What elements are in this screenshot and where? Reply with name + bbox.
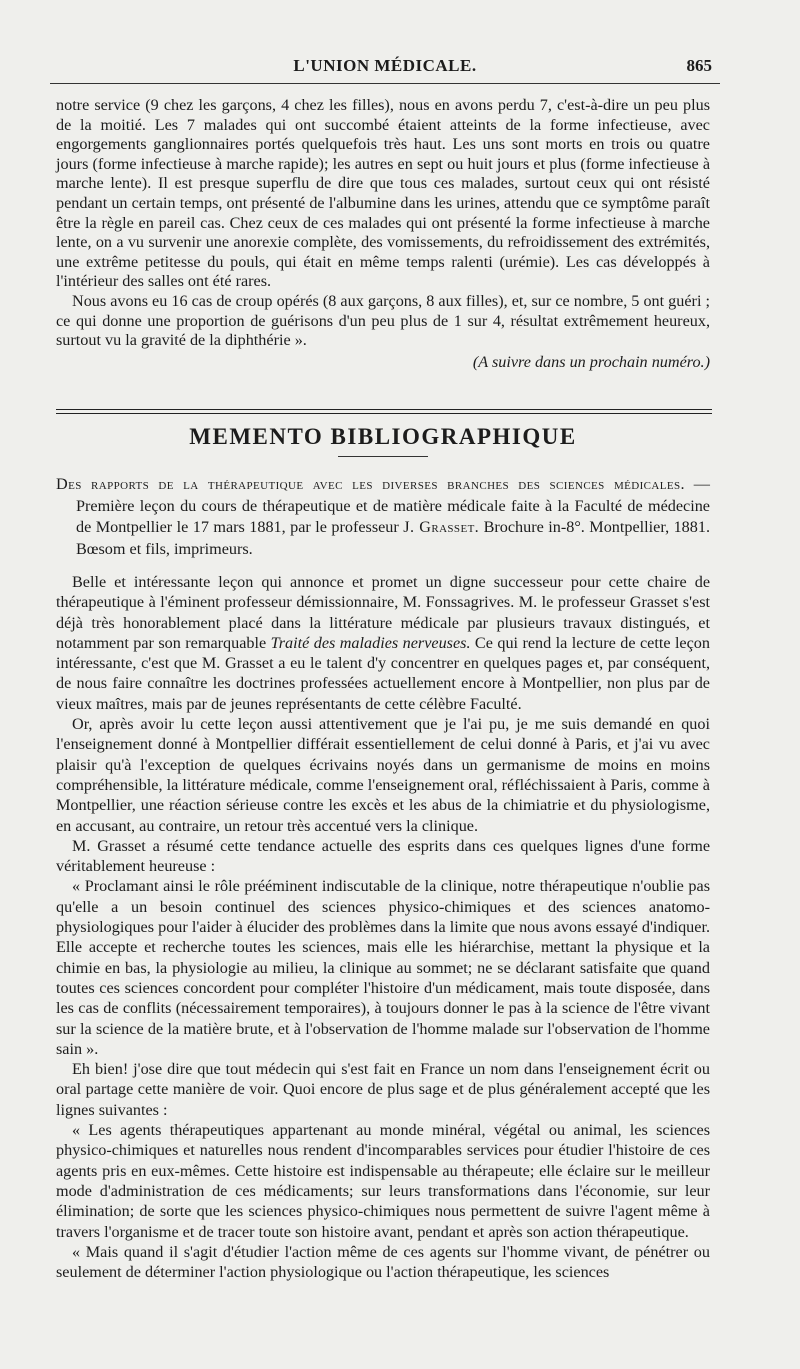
continued-paragraph-1: notre service (9 chez les garçons, 4 chez les filles), nous en avons perdu 7, c'est-à-dire un peu plus de la moitié. Les 7 malades qui ont succombé étaient atteints de la forme infectieuse, avec engorgements ganglionnaires portés quelquefois très haut. Les uns sont morts en trois ou quatre jours (forme infectieuse à marche rapide); les autres en sept ou huit jours et plus (forme infectieuse à marche lente). Il est presque superflu de dire que tous ces malades, surtout ceux qui ont résisté pendant un certain temps, ont présenté de l'albumine dans les urines, attendu que ce symptôme paraît être la règle en pareil cas. Chez ceux de ces malades qui ont présenté la forme infectieuse à marche lente, on a vu survenir une anorexie complète, des vomissements, du refroidissement des extrémités, une extrême petitesse du pouls, qui était en même temps ralenti (urémie). Les cas développés à l'intérieur des salles ont été rares. [56,96,710,291]
continued-article [56,96,710,372]
review-paragraph-3: M. Grasset a résumé cette tendance actuelle des esprits dans ces quelques lignes d'une forme véritablement heureuse : [56,836,710,876]
book-publication: Brochure in-8°. Montpellier, 1881. Bœsom et fils, imprimeurs. [76,518,710,558]
to-be-continued-note: (A suivre dans un prochain numéro.) [472,352,710,371]
book-title: Des rapports de la thérapeutique avec les diverses branches des sciences médicales. [56,475,685,493]
review-quote-1: « Proclamant ainsi le rôle prééminent indiscutable de la clinique, notre thérapeutique n'oublie pas qu'elle a un besoin continuel des sciences physico-chimiques et des sciences anatomo-physiologiques pour l'aider à élucider des problèmes dans la limite que nous avons essayé d'indiquer. Elle accepte et recherche toutes les sciences, mais elle les hiérarchise, mettant la physique et la chimie en bas, la physiologie au milieu, la clinique au sommet; ne se déclarant satisfaite que quand toutes ces sciences concordent pour compléter l'histoire d'un médicament, mais toute disposée, dans les cas de conflits (nécessairement temporaires), à toujours donner le pas à la science de l'être vivant sur la science de la matière brute, et à l'observation de l'homme malade sur l'observation de l'homme sain ». [56,877,710,1058]
review-article [56,572,710,1282]
continued-paragraph-2: Nous avons eu 16 cas de croup opérés (8 aux garçons, 8 aux filles), et, sur ce nombre, 5 ont guéri ; ce qui donne une proportion de guérisons d'un peu plus de 1 sur 4, résultat extrêmement heureux, surtout vu la gravité de la diphthérie ». [56,291,710,350]
cited-work-title: Traité des maladies nerveuses. [270,633,471,652]
section-title-underline [338,456,428,457]
journal-title: L'UNION MÉDICALE. [293,56,477,75]
review-paragraph-5: Eh bien! j'ose dire que tout médecin qui s'est fait en France un nom dans l'enseignement écrit ou oral partage cette manière de voir. Quoi encore de plus sage et de plus généralement accepté que les lignes suivantes : [56,1060,710,1119]
header-rule [50,83,720,84]
page-number: 865 [686,56,712,75]
section-title-text: MEMENTO BIBLIOGRAPHIQUE [189,424,577,449]
review-paragraph-2: Or, après avoir lu cette leçon aussi attentivement que je l'ai pu, je me suis demandé en quoi l'enseignement donné à Montpellier différait essentiellement de celui donné à Paris, et j'ai vu avec plaisir qu'à l'exception de quelques écrivains noyés dans un germanisme de moins en moins compréhensible, la littérature médicale, comme l'enseignement oral, réfléchissaient à Paris, comme à Montpellier, une réaction sérieuse contre les excès et les abus de la chimiatrie et du physiologisme, en accusant, au contraire, un retour très accentué vers la clinique. [56,715,710,835]
section-divider [56,409,712,414]
book-description: — Première leçon du cours de thérapeutique et de matière médicale faite à la Faculté de médecine de Montpellier le 17 mars 1881, par le professeur [76,475,710,536]
book-author: J. Grasset. [403,518,480,536]
review-quote-3: « Mais quand il s'agit d'étudier l'action même de ces agents sur l'homme vivant, de pénétrer ou seulement de déterminer l'action physiologique ou l'action thérapeutique, les sciences [56,1242,710,1282]
review-quote-2: « Les agents thérapeutiques appartenant au monde minéral, végétal ou animal, les sciences physico-chimiques et naturelles nous rendent d'incomparables services pour étudier l'histoire de ces agents pris en eux-mêmes. Cette histoire est indispensable au thérapeute; elle éclaire sur le meilleur mode d'administration de ces médicaments; sur leurs transformations dans l'économie, sur leur élimination; de sorte que les sciences physico-chimiques nous permettent de suivre l'agent même à travers l'organisme et de tracer toute son histoire avant, pendant et après son action thérapeutique. [56,1121,710,1241]
book-reference [56,474,710,560]
review-paragraph-1 [56,572,710,714]
section-heading [56,424,710,457]
review-p1-start: Belle et intéressante leçon qui annonce et promet un digne successeur pour cette chaire de thérapeutique à l'éminent professeur démissionnaire, M. Fonssagrives. M. le professeur Grasset s'est déjà très honorablement placé dans la littérature médicale par plusieurs travaux distingués, et notamment par son remarquable [56,573,710,652]
page-header [50,50,720,84]
review-p1-end: Ce qui rend la lecture de cette leçon intéressante, c'est que M. Grasset a eu le talent d'y concentrer en quelques pages et, par conséquent, de nous faire connaître les doctrines professées actuellement encore à Montpellier, non plus par de vieux maîtres, mais par de jeunes représentants de cette célèbre Faculté. [56,633,710,713]
